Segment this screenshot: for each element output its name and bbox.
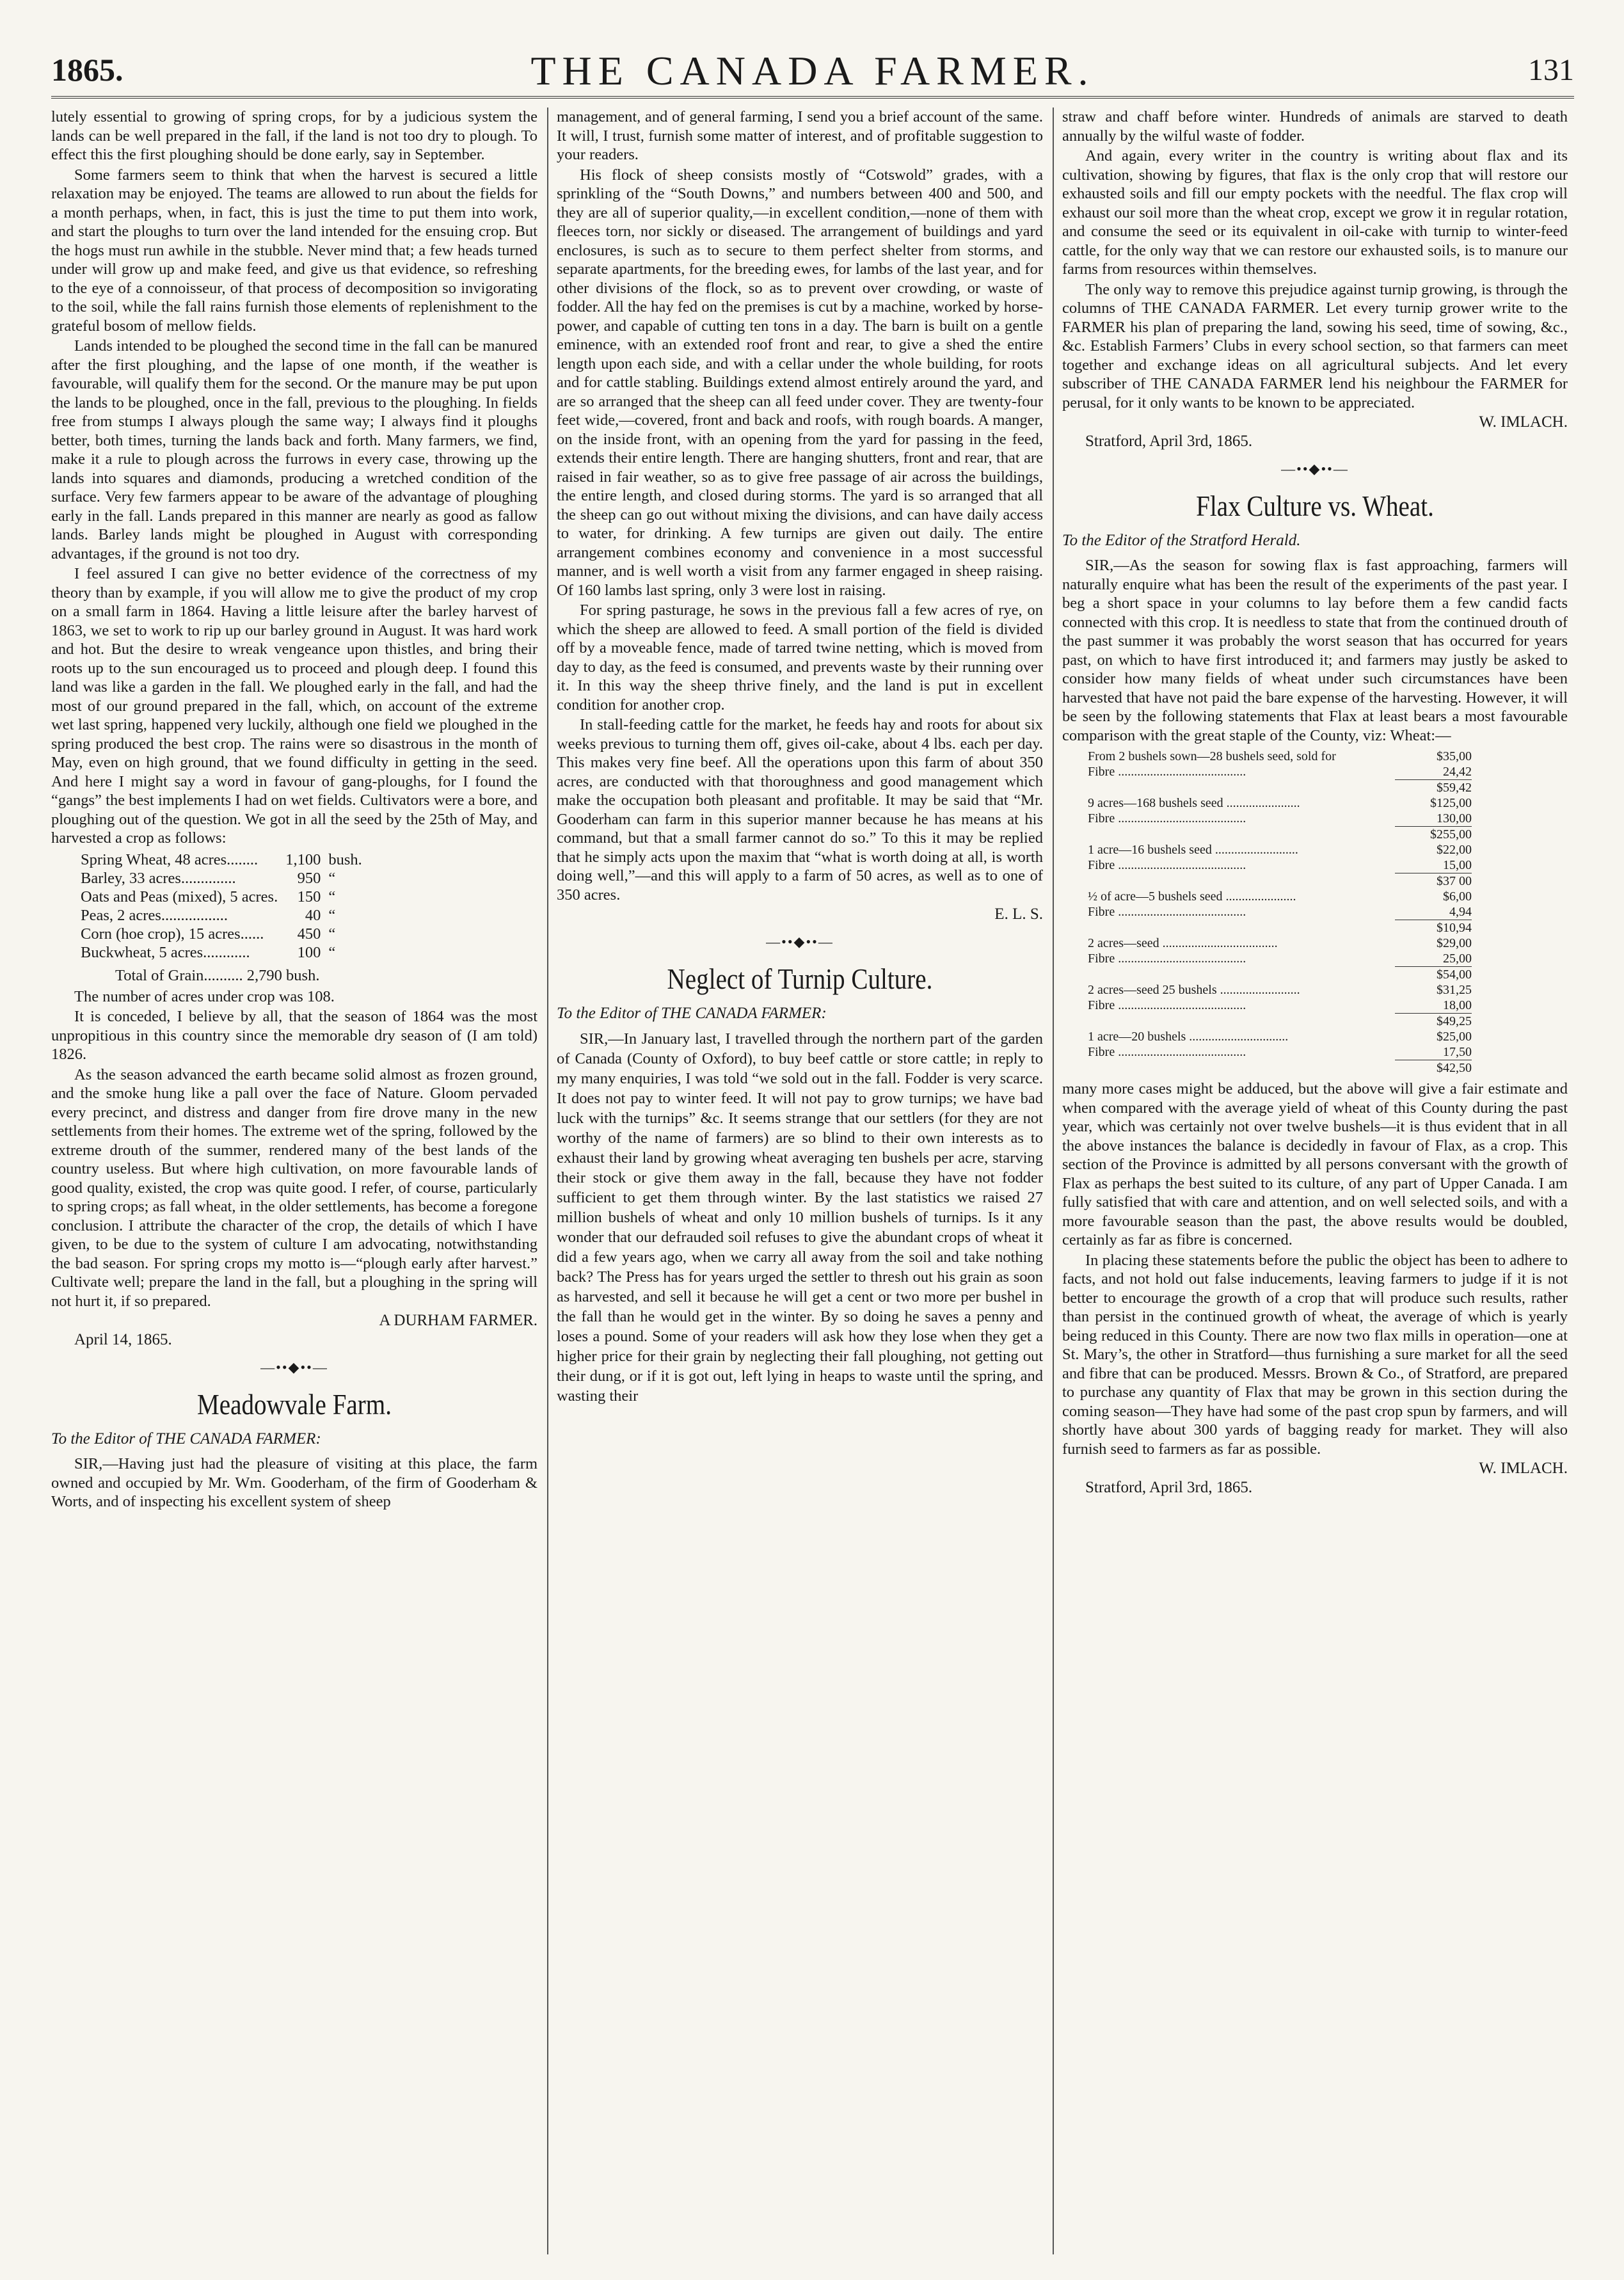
article-date: April 14, 1865.: [74, 1331, 172, 1348]
table-row: [1088, 842, 1472, 857]
crop-amount: 950: [297, 869, 321, 887]
flax-spacer: [1088, 780, 1395, 796]
flax-entry-amount: $125,00: [1430, 796, 1472, 810]
crop-unit: “: [328, 906, 336, 924]
table-row: [1088, 920, 1472, 936]
paragraph: SIR,—In January last, I travelled through the northern part of the garden of Canada (County of Oxford), to buy beef cattle or store cattle; in reply to my many enquiries, I was told “we sold out in the fall. Fodder is very scarce. It does not pay to winter feed. It will not pay to grow turnips; we have bad luck with the turnips” &c. It seems strange that our settlers (for they are not worthy of the name of farmers) are so blind to their own interests as to exhaust their land by growing wheat averaging ten bushels per acre, starving their stock or give them away in the fall, because they have not fodder sufficient to get them through winter. By the last statistics we raised 27 million bushels of wheat and only 10 million bushels of turnips. Is it any wonder that our defrauded soil refuses to give the abundant crops of wheat it did a few years ago, when we carry all away from the soil and take nothing back? The Press has for years urged the settler to thresh out his grain as soon as harvested, and sell it because he will get a cent or two more per bushel in the fall than he would get in the winter. By so doing he saves a penny and loses a pound. Some of your readers will ask how they lose when they get a higher price for their grain by neglecting their fall ploughing, not getting out their dung, or if it is got out, left lying in heaps to waste until the spring, and wasting their: [557, 1030, 1043, 1405]
author-signature: W. IMLACH.: [1479, 413, 1568, 431]
paragraph: I feel assured I can give no better evidence of the correctness of my theory than by example, if you will allow me to give the product of my crop on a small farm in 1864. Having a little leisure after the barley harvest of 1863, we set to work to rip up our barley ground in August. It was hard work and hot. But the desire to wreak vengeance upon thistles, and bring their roots up to the sun encouraged us to proceed and plough deep. I found this land was like a garden in the fall. We ploughed early in the fall, and had the most of our ground prepared in the fall, which, on account of the extreme wet last spring, happened very luckily, although one field we ploughed in the spring produced the best crop. The rains were so disastrous in the month of May, even on high ground, that we found difficulty in getting in the seed. And here I might say a word in favour of gang-ploughs, for I found the “gangs” the best implements I had on wet fields. Cultivators were a bore, and ploughing out of the question. We got in all the seed by the 25th of May, and harvested a crop as follows:: [51, 565, 537, 847]
flax-spacer: [1088, 873, 1395, 889]
flax-subtotal: $37 00: [1395, 873, 1472, 889]
editor-salutation: To the Editor of the Stratford Herald.: [1062, 532, 1301, 549]
flax-entry-amount: $31,25: [1437, 983, 1472, 997]
divider-ornament: —••◆••—: [1281, 461, 1349, 477]
flax-subtotal: $42,50: [1395, 1060, 1472, 1076]
crop-amount: 450: [297, 925, 321, 943]
crop-table: [77, 850, 366, 962]
flax-subtotal: $49,25: [1395, 1014, 1472, 1030]
paragraph: His flock of sheep consists mostly of “Cotswold” grades, with a sprinkling of the “South Downs,” and numbers between 400 and 500, and they are all of superior quality,—in excellent condition,—none of them with fleeces torn, nor sickly or diseased. The arrangement of buildings and yard enclosures, is such as to secure to them perfect shelter from storms, and separate apartments, for the breeding ewes, for lambs of the last year, and for other divisions of the flock, so as to prevent over crowding, or waste of fodder. All the hay fed on the premises is cut by a machine, worked by horse-power, and capable of cutting ten tons in a day. The barn is built on a gentle eminence, with an extended roof front and rear, to give a shed the entire length upon each side, and with a cellar under the whole building, for roots and for cattle stabling. Buildings extend almost entirely around the yard, and are so arranged that the sheep can all feed under cover. They are twenty-four feet wide,—covered, front and back and roofs, with rough boards. A manger, on the inside front, with an opening from the yard for passing in the feed, extends their entire length. There are hanging shutters, front and rear, that are raised in fair weather, so as to give free passage of air across the buildings, the entire length, and closed during storms. The yard is so arranged that all the sheep can go out without mixing the divisions, and can have daily access to water, for drinking. A few turnips are given out daily. The entire arrangement combines economy and convenience in a most successful manner, and is well worth a visit from any farmer engaged in sheep raising. Of 160 lambs last spring, only 3 were lost in raising.: [557, 166, 1043, 599]
table-row: [77, 943, 366, 962]
flax-fibre-amount: 130,00: [1437, 811, 1472, 825]
table-row: [1088, 1060, 1472, 1076]
column-2: [557, 108, 1043, 2254]
flax-subtotal: $59,42: [1395, 780, 1472, 796]
flax-fibre-label: Fibre ........................................: [1088, 952, 1246, 966]
flax-entry-label: 2 acres—seed 25 bushels .........................: [1088, 983, 1300, 997]
article-heading: Neglect of Turnip Culture.: [667, 962, 933, 995]
flax-entry-label: 9 acres—168 bushels seed .......................: [1088, 796, 1300, 810]
flax-entry-amount: $29,00: [1437, 936, 1472, 950]
crop-unit: bush.: [328, 850, 362, 868]
flax-spacer: [1088, 967, 1395, 983]
table-row: [1088, 764, 1472, 780]
flax-fibre-label: Fibre ........................................: [1088, 1045, 1246, 1059]
article-heading: Meadowvale Farm.: [196, 1388, 392, 1421]
table-row: [1088, 936, 1472, 951]
table-row: [77, 906, 366, 925]
flax-fibre-amount: 4,94: [1449, 905, 1472, 919]
flax-fibre-label: Fibre ........................................: [1088, 905, 1246, 919]
crop-amount: 40: [305, 906, 321, 924]
crop-total: Total of Grain.......... 2,790 bush.: [115, 966, 320, 984]
crop-name: Barley, 33 acres..............: [81, 869, 236, 887]
crop-name: Peas, 2 acres.................: [81, 906, 228, 924]
flax-entry-amount: $25,00: [1437, 1030, 1472, 1044]
issue-year: 1865.: [51, 52, 123, 88]
flax-entry-label: ½ of acre—5 bushels seed ......................: [1088, 889, 1296, 904]
newspaper-title: THE CANADA FARMER.: [530, 48, 1095, 93]
column-3: [1062, 108, 1568, 2254]
flax-subtotal: $255,00: [1395, 827, 1472, 843]
flax-fibre-label: Fibre ........................................: [1088, 811, 1246, 825]
table-row: [1088, 873, 1472, 889]
flax-spacer: [1088, 1014, 1395, 1030]
table-row: [1088, 811, 1472, 827]
paragraph: Lands intended to be ploughed the second time in the fall can be manured after the first ploughing, and the lapse of one month, if the weather is favourable, will qualify them for the second. Or the manure may be put upon the lands to be ploughed, once in the fall, previous to the ploughing. In fields free from stumps I always plough the same way; I always find it ploughs better, both times, turning the lands back and forth. Many farmers, we find, make it a rule to plough across the furrows in every case, throwing up the lands into squares and diamonds, producing a wretched condition of the surface. Very few farmers appear to be aware of the advantage of ploughing early in the fall. Lands prepared in this manner are nearly as good as fallow lands. Barley lands might be ploughed in August with corresponding advantages, if the ground is not too dry.: [51, 337, 537, 562]
table-row: [1088, 749, 1472, 764]
column-divider: [1053, 108, 1054, 2254]
flax-entry-label: 2 acres—seed ....................................: [1088, 936, 1278, 950]
editor-salutation: To the Editor of THE CANADA FARMER:: [51, 1430, 321, 1447]
table-row: [77, 888, 366, 906]
flax-entry-label: 1 acre—16 bushels seed ..........................: [1088, 843, 1298, 857]
table-row: [77, 925, 366, 943]
crop-name: Buckwheat, 5 acres............: [81, 943, 250, 961]
masthead: [38, 19, 1587, 93]
table-row: [1088, 951, 1472, 967]
crop-name: Spring Wheat, 48 acres........: [81, 850, 259, 868]
flax-fibre-amount: 24,42: [1443, 765, 1472, 779]
table-row: [1088, 795, 1472, 811]
author-signature: W. IMLACH.: [1479, 1460, 1568, 1477]
paragraph: For spring pasturage, he sows in the previous fall a few acres of rye, on which the sheep are allowed to feed. A small portion of the field is divided off by a moveable fence, made of tarred twine netting, which is moved from day to day, as the feed is consumed, and prevents waste by their running over it. In this way the sheep thrive finely, and the land is put in excellent condition for another crop.: [557, 602, 1043, 713]
flax-spacer: [1088, 1060, 1395, 1076]
article-heading: Flax Culture vs. Wheat.: [1196, 490, 1434, 522]
flax-subtotal: $10,94: [1395, 920, 1472, 936]
crop-unit: “: [328, 869, 336, 887]
flax-entry-amount: $22,00: [1437, 843, 1472, 857]
paragraph: SIR,—As the season for sowing flax is fast approaching, farmers will naturally enquire what has been the result of the experiments of the past year. I beg a short space in your columns to lay before them a few candid facts connected with this crop. It is needless to state that from the continued drouth of the past summer it was probably the worst season that has occurred for years past, on which to have first introduced it; and farmers may justly be asked to consider how many fields of wheat under such circumstances have been harvested that have not paid the bare expense of the harvesting. However, it will be seen by the following statements that Flax at least bears a most favourable comparison with the great staple of the County, viz: Wheat:—: [1062, 557, 1568, 744]
flax-fibre-amount: 15,00: [1443, 858, 1472, 872]
table-row: [1088, 1044, 1472, 1060]
table-row: [1088, 967, 1472, 983]
table-row: [1088, 857, 1472, 873]
table-row: [1088, 827, 1472, 843]
flax-fibre-label: Fibre ........................................: [1088, 858, 1246, 872]
paragraph: SIR,—Having just had the pleasure of visiting at this place, the farm owned and occupied by Mr. Wm. Gooderham, of the firm of Gooderham & Worts, and of inspecting his excellent system of sheep: [51, 1455, 537, 1510]
paragraph: And again, every writer in the country is writing about flax and its cultivation, showing by figures, that flax is the only crop that will restore our exhausted soils and fill our empty pockets with the needful. The flax crop will exhaust our soil more than the wheat crop, except we grow it in regular rotation, and consume the seed or its equivalent in oil-cake with turnip to winter-feed cattle, for the only way that we can restore our exhausted soils, is to manure our farms from resources within themselves.: [1062, 147, 1568, 278]
masthead-rule: [51, 96, 1574, 99]
paragraph: lutely essential to growing of spring crops, for by a judicious system the lands can be well prepared in the fall, if the land is not too dry to plough. To effect this the first ploughing should be done early, say in September.: [51, 108, 537, 163]
crop-name: Corn (hoe crop), 15 acres......: [81, 925, 264, 943]
table-row: [77, 869, 366, 888]
paragraph: Some farmers seem to think that when the harvest is secured a little relaxation may be enjoyed. The teams are allowed to run about the fields for a month perhaps, when, in fact, this is just the time to put them into work, and start the ploughs to turn over the land intended for the ensuing crop. But the hogs must run awhile in the stubble. Never mind that; a few heads turned under will grow up and make feed, and give us that evidence, so refreshing to the eye of a connoisseur, of that process of decomposition so invigorating to the soil, while the fall rains furnish those elements of replenishment to the grateful bosom of mellow fields.: [51, 166, 537, 335]
crop-amount: 100: [297, 943, 321, 961]
flax-spacer: [1088, 920, 1395, 936]
flax-yield-table: [1088, 749, 1472, 1076]
crop-unit: “: [328, 943, 336, 961]
crop-unit: “: [328, 925, 336, 943]
table-row: [1088, 982, 1472, 998]
paragraph: The number of acres under crop was 108.: [74, 987, 335, 1005]
divider-ornament: —••◆••—: [260, 1359, 328, 1375]
crop-amount: 1,100: [285, 850, 321, 868]
flax-fibre-label: Fibre ........................................: [1088, 765, 1246, 779]
table-row: [1088, 1029, 1472, 1044]
article-date: Stratford, April 3rd, 1865.: [1085, 1479, 1253, 1496]
paragraph: The only way to remove this prejudice against turnip growing, is through the columns of THE CANADA FARMER. Let every turnip grower write to the FARMER his plan of preparing the land, sowing his seed, time of sowing, &c., &c. Establish Farmers’ Clubs in every school section, so that farmers can meet together and exchange ideas on all agricultural subjects. And let every subscriber of THE CANADA FARMER lend his neighbour the FARMER for perusal, for it only wants to be known to be appreciated.: [1062, 280, 1568, 411]
crop-amount: 150: [297, 888, 321, 905]
paragraph: many more cases might be adduced, but the above will give a fair estimate and when compared with the average yield of wheat of this County during the past year, which was certainly not over twelve bushels—it is thus evident that in all the above instances the balance is decidedly in favour of Flax, as a crop. This section of the Province is admitted by all persons conversant with the growth of Flax as perhaps the best suited to its culture, of any part of Upper Canada. I am fully satisfied that with care and attention, and on well selected soils, and with a more favourable season than the past, the above results would be doubled, certainly as far as fibre is concerned.: [1062, 1080, 1568, 1248]
flax-fibre-amount: 18,00: [1443, 998, 1472, 1012]
author-signature: E. L. S.: [994, 905, 1043, 923]
page-number: 131: [1528, 53, 1574, 87]
flax-fibre-amount: 25,00: [1443, 952, 1472, 966]
article-date: Stratford, April 3rd, 1865.: [1085, 433, 1253, 450]
flax-subtotal: $54,00: [1395, 967, 1472, 983]
flax-spacer: [1088, 827, 1395, 843]
paragraph: straw and chaff before winter. Hundreds of animals are starved to death annually by the wilful waste of fodder.: [1062, 108, 1568, 145]
divider-ornament: —••◆••—: [766, 934, 834, 950]
paragraph: management, and of general farming, I send you a brief account of the same. It will, I trust, furnish some matter of interest, and of profitable suggestion to your readers.: [557, 108, 1043, 163]
paragraph: It is conceded, I believe by all, that the season of 1864 was the most unpropitious in this country since the memorable dry season of (I am told) 1826.: [51, 1008, 537, 1063]
table-row: [1088, 904, 1472, 920]
table-row: [1088, 998, 1472, 1014]
table-row: [77, 850, 366, 869]
column-divider: [547, 108, 548, 2254]
flax-fibre-label: Fibre ........................................: [1088, 998, 1246, 1012]
table-row: [1088, 1014, 1472, 1030]
flax-entry-amount: $35,00: [1437, 749, 1472, 763]
table-row: [1088, 780, 1472, 796]
crop-unit: “: [328, 888, 336, 905]
flax-entry-label: From 2 bushels sown—28 bushels seed, sold for: [1088, 749, 1336, 763]
flax-entry-amount: $6,00: [1443, 889, 1472, 904]
author-signature: A DURHAM FARMER.: [379, 1312, 537, 1329]
editor-salutation: To the Editor of THE CANADA FARMER:: [557, 1005, 827, 1022]
paragraph: In stall-feeding cattle for the market, he feeds hay and roots for about six weeks previous to turning them off, gives oil-cake, about 4 lbs. each per day. This makes very fine beef. All the operations upon this farm of about 350 acres, are conducted with that thoroughness and good management which make the occupation both pleasant and profitable. It may be said that “Mr. Gooderham can farm in this superior manner because he has means at his command, but that a small farmer cannot do so.” To this it may be replied that he simply acts upon the maxim that “what is worth doing at all, is worth doing well,”—and this will apply to a farm of 50 acres, as well as to one of 350 acres.: [557, 716, 1043, 904]
table-row: [1088, 889, 1472, 904]
crop-name: Oats and Peas (mixed), 5 acres.: [81, 888, 278, 905]
flax-entry-label: 1 acre—20 bushels ...............................: [1088, 1030, 1289, 1044]
paragraph: In placing these statements before the public the object has been to adhere to facts, and not hold out false inducements, leaving farmers to judge if it is not better to encourage the growth of a crop that will produce such results, rather than persist in the continued growth of wheat, the average of which is yearly being reduced in this County. There are now two flax mills in operation—one at St. Mary’s, the other in Stratford—thus furnishing a sure market for all the seed and fibre that can be produced. Messrs. Brown & Co., of Stratford, are prepared to purchase any quantity of Flax that may be grown in this section during the coming season—They have had some of the past crop spun by farmers, and will shortly have about 300 yards of bagging ready for market. They will also furnish seed to farmers as far as possible.: [1062, 1251, 1568, 1458]
column-1: [51, 108, 537, 2254]
paragraph: As the season advanced the earth became solid almost as frozen ground, and the smoke hung like a pall over the face of Nature. Gloom pervaded every precinct, and distress and danger from fire drove many in the new settlements from their homes. The extreme wet of the spring, followed by the extreme drouth of the summer, rendered many of the best lands of the country useless. But where high cultivation, on more favourable lands of good quality, existed, the crop was quite good. I refer, of course, particularly to spring crops; as fall wheat, in the older settlements, has become a foregone conclusion. I attribute the character of the crop, the details of which I have given, to be due to the system of culture I am advocating, notwithstanding the bad season. For spring crops my motto is—“plough early after harvest.” Cultivate well; prepare the land in the fall, but a ploughing in the spring will not hurt it, if so prepared.: [51, 1065, 537, 1310]
flax-fibre-amount: 17,50: [1443, 1045, 1472, 1059]
